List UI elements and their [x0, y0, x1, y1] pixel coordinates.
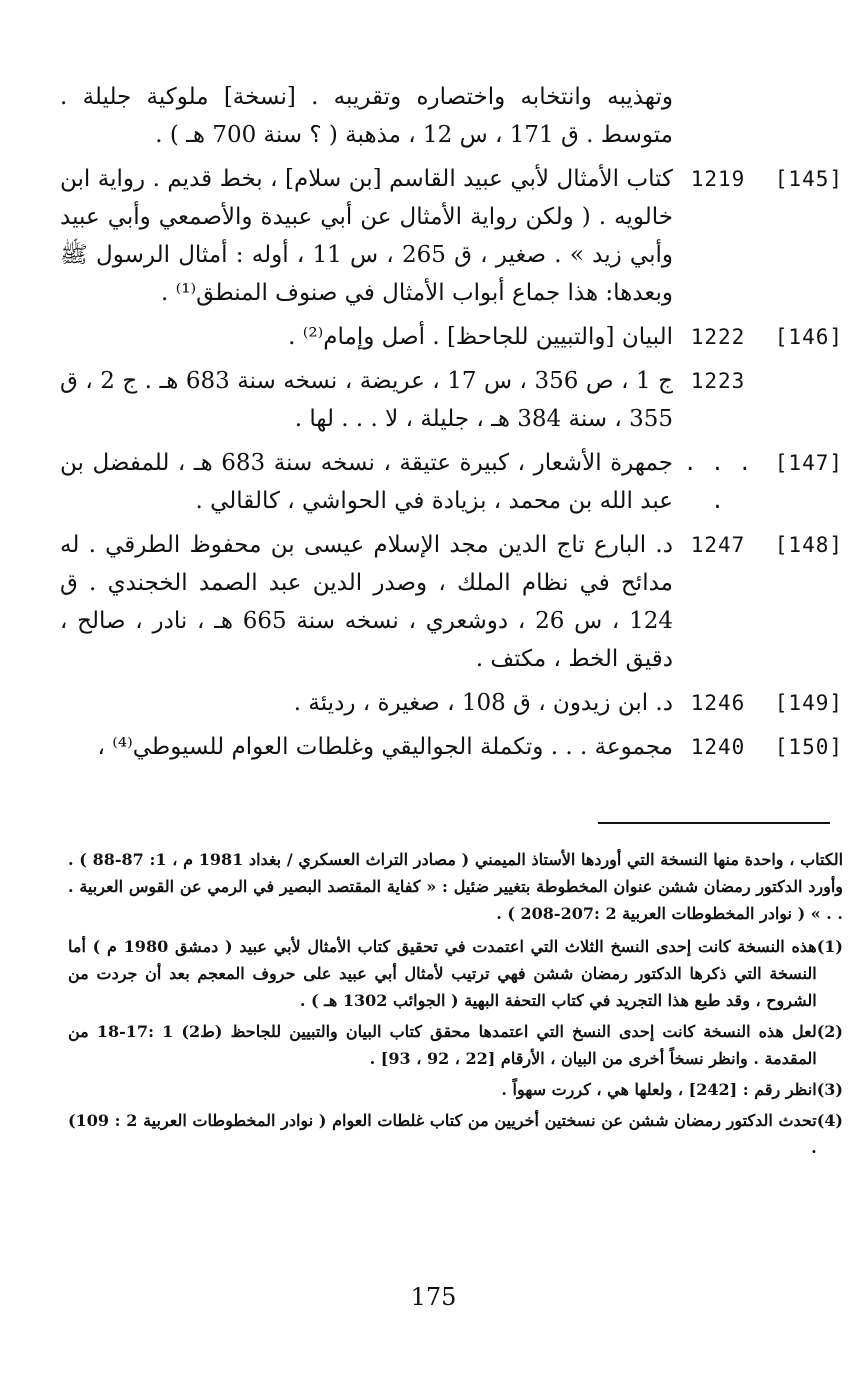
catalog-entry — [60, 362, 843, 438]
footnote-label: (1) — [816, 937, 843, 956]
footnote-label: (2) — [816, 1022, 843, 1041]
entry-text: د. ابن زيدون ، ق 108 ، صغيرة ، رديئة . — [293, 690, 673, 716]
entry-continuation: وتهذيبه وانتخابه واختصاره وتقريبه . [نسخة] ملوكية جليلة . متوسط . ق 171 ، س 12 ، مذهبة ( ؟ سنة 700 هـ ) . — [60, 84, 673, 148]
entry-text: مجموعة . . . وتكملة الجواليقي وغلطات العوام للسيوطي⁽⁴⁾ ، — [97, 734, 673, 760]
entry-text: ج 1 ، ص 356 ، س 17 ، عريضة ، نسخه سنة 683 هـ . ج 2 ، ق 355 ، سنة 384 هـ ، جليلة ، لا . . . لها . — [60, 368, 673, 432]
footnote-text: تحدث الدكتور رمضان ششن عن نسختين أخريين من كتاب غلطات العوام ( نوادر المخطوطات العربية 2 : 109) . — [68, 1111, 817, 1157]
catalog-entry — [60, 160, 843, 312]
entry-text: البيان [والتبيين للجاحظ] . أصل وإمام⁽²⁾ . — [288, 324, 673, 350]
footnote-label: (3) — [816, 1080, 843, 1099]
catalog-entries — [60, 78, 843, 766]
catalog-entry — [60, 318, 843, 356]
catalog-entry — [60, 444, 843, 520]
manuscript-number: 1247 — [690, 533, 746, 557]
entry-number: [150] — [774, 735, 843, 759]
footnote-text: انظر رقم : [242] ، ولعلها هي ، كررت سهواً . — [501, 1080, 817, 1099]
manuscript-number: . . . . — [683, 451, 753, 513]
entry-text: جمهرة الأشعار ، كبيرة عتيقة ، نسخه سنة 683 هـ ، للمفضل بن عبد الله بن محمد ، بزيادة في الحواشي ، كالقالي . — [60, 450, 673, 514]
manuscript-number: 1223 — [690, 369, 746, 393]
footnote-text: هذه النسخة كانت إحدى النسخ الثلاث التي اعتمدت في تحقيق كتاب الأمثال لأبي عبيد ( دمشق 1980 م ) أما النسخة التي ذكرها الدكتور رمضان ششن فهي ترتيب لأمثال أبي عبيد على حروف المعجم بعد أن جردت من الشروح ، وقد طبع هذا التجريد في كتاب التحفة البهية ( الجوائب 1302 هـ ) . — [68, 937, 817, 1010]
entry-number: [145] — [774, 167, 843, 191]
footnote — [68, 933, 843, 1014]
entry-number: [149] — [774, 691, 843, 715]
footnote-continuation: الكتاب ، واحدة منها النسخة التي أوردها الأستاذ الميمني ( مصادر التراث العسكري / بغداد 1981 م ، 1: 87-88 ) . وأورد الدكتور رمضان ششن عنوان المخطوطة بتغيير ضئيل : « كفاية المقتصد البصير في الرمي عن القوس العربية . . . » ( نوادر المخطوطات العربية 2 :207-208 ) . — [68, 850, 844, 923]
entry-number: [148] — [774, 533, 843, 557]
entry-text: كتاب الأمثال لأبي عبيد القاسم [بن سلام] ، بخط قديم . رواية ابن خالويه . ( ولكن رواية الأمثال عن أبي عبيدة والأصمعي وأبي عبيد وأبي زيد » . صغير ، ق 265 ، س 11 ، أوله : أمثال الرسول ﷺ وبعدها: هذا جماع أبواب الأمثال في صنوف المنطق⁽¹⁾ . — [60, 166, 673, 306]
footnotes — [68, 846, 843, 1165]
manuscript-number: 1222 — [690, 325, 746, 349]
manuscript-number: 1219 — [690, 167, 746, 191]
footnote — [68, 1107, 843, 1161]
page-number: 175 — [410, 1283, 457, 1311]
entry-number: [147] — [774, 451, 843, 475]
footnote-text: لعل هذه النسخة كانت إحدى النسخ التي اعتمدها محقق كتاب البيان والتبيين للجاحظ (ط2) 1 :17-18 من المقدمة . وانظر نسخاً أخرى من البيان ، الأرقام [22 ، 92 ، 93] . — [68, 1022, 817, 1068]
manuscript-number: 1246 — [690, 691, 746, 715]
footnote-separator — [598, 822, 830, 824]
catalog-entry — [60, 684, 843, 722]
manuscript-number: 1240 — [690, 735, 746, 759]
catalog-entry — [60, 526, 843, 678]
entry-number: [146] — [774, 325, 843, 349]
entry-text: د. البارع تاج الدين مجد الإسلام عيسى بن محفوظ الطرقي . له مدائح في نظام الملك ، وصدر الدين عبد الصمد الخجندي . ق 124 ، س 26 ، دوشعري ، نسخه سنة 665 هـ ، نادر ، صالح ، دقيق الخط ، مكتف . — [60, 532, 674, 672]
footnote-label: (4) — [816, 1111, 843, 1130]
catalog-entry — [60, 728, 843, 766]
footnote — [68, 1076, 843, 1103]
footnote — [68, 1018, 843, 1072]
